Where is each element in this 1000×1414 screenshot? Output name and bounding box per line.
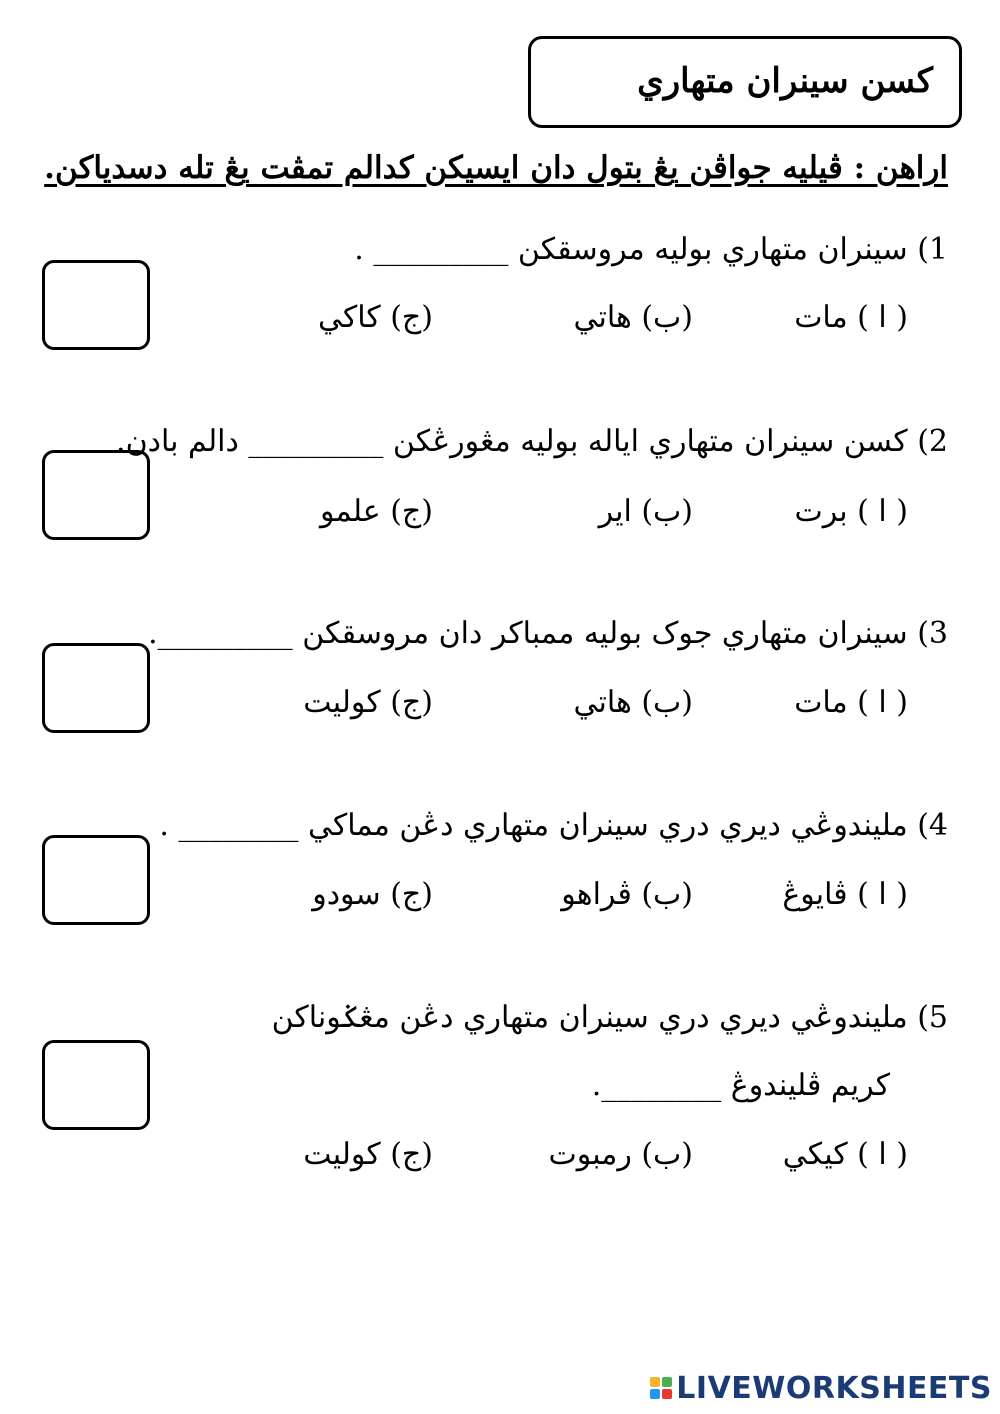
question-2-options <box>308 494 908 538</box>
option-b: (ب) هاتي <box>573 685 693 720</box>
question-3-options <box>303 685 908 729</box>
logo-mark-icon <box>650 1377 672 1399</box>
answer-box-1[interactable] <box>42 260 150 350</box>
instruction-text: اراهن : ڤيليه جواڤن يڠ بتول دان ايسيكن كدالم تمڤت يڠ تله دسدياكن. <box>44 150 948 186</box>
option-c: (ج) كوليت <box>303 685 433 720</box>
option-a: ( ا ) كيكي <box>782 1137 908 1172</box>
option-b: (ب) رمبوت <box>548 1137 693 1172</box>
liveworksheets-logo <box>650 1370 992 1406</box>
brand-name: LIVEWORKSHEETS <box>676 1370 992 1406</box>
answer-box-2[interactable] <box>42 450 150 540</box>
worksheet-title: كسن سينران متهاري <box>637 61 933 101</box>
question-1-text: 1) سينران متهاري بوليه مروسقكن _________ . <box>354 232 948 267</box>
option-c: (ج) علمو <box>320 494 433 529</box>
question-5-text-continued: كريم ڤليندوڠ ________. <box>591 1068 890 1103</box>
answer-box-3[interactable] <box>42 643 150 733</box>
option-c: (ج) كوليت <box>303 1137 433 1172</box>
option-a: ( ا ) مات <box>794 300 908 335</box>
answer-box-4[interactable] <box>42 835 150 925</box>
option-a: ( ا ) ڤايوڠ <box>782 877 908 912</box>
option-b: (ب) اير <box>598 494 693 529</box>
option-c: (ج) كاكي <box>317 300 433 335</box>
question-4-text: 4) مليندوڠي ديري دري سينران متهاري دڠن مماكي ________ . <box>159 808 948 843</box>
option-c: (ج) سودو <box>312 877 433 912</box>
question-1-options <box>308 300 908 344</box>
question-5-text: 5) مليندوڠي ديري دري سينران متهاري دڠن مڠݢوناكن <box>271 1000 948 1035</box>
question-4-options <box>308 877 908 921</box>
answer-box-5[interactable] <box>42 1040 150 1130</box>
question-5-options <box>303 1137 908 1181</box>
question-3-text: 3) سينران متهاري جوک بوليه ممباكر دان مروسقكن _________. <box>148 616 948 651</box>
option-b: (ب) هاتي <box>573 300 693 335</box>
option-b: (ب) ڤراهو <box>561 877 693 912</box>
question-2-text: 2) كسن سينران متهاري اياله بوليه مڠورڠكن _________ دالم بادن. <box>116 424 948 459</box>
option-a: ( ا ) برت <box>794 494 908 529</box>
option-a: ( ا ) مات <box>794 685 908 720</box>
title-box <box>528 36 962 128</box>
